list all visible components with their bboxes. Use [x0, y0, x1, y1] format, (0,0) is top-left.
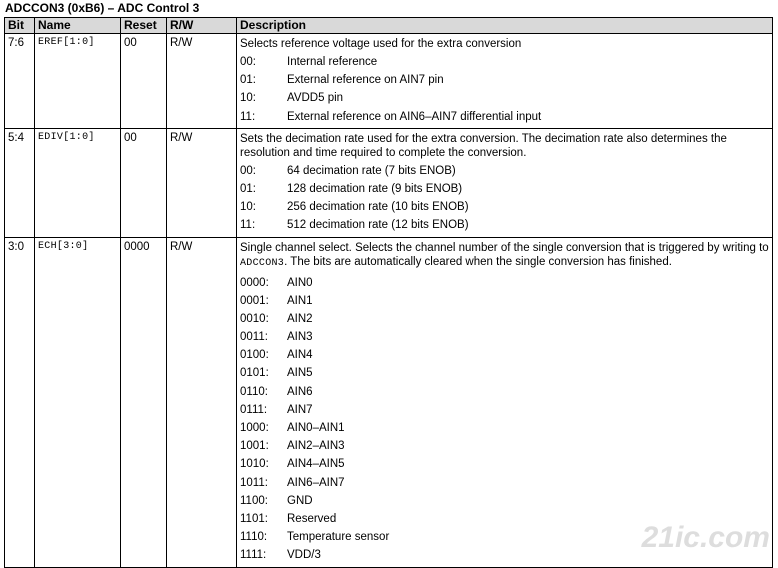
option-list	[240, 274, 769, 565]
option-code: 0100:	[240, 349, 269, 362]
option-text: AIN0	[287, 276, 313, 289]
list-item	[240, 274, 769, 292]
option-text: GND	[287, 494, 313, 507]
option-text: AIN6	[287, 385, 313, 398]
option-text: AIN7	[287, 403, 313, 416]
list-item	[240, 328, 769, 346]
option-text: AIN2–AIN3	[287, 440, 345, 453]
description-text: Selects reference voltage used for the extra conversion	[240, 38, 522, 50]
option-code: 11:	[240, 219, 256, 232]
option-text: AIN4–AIN5	[287, 458, 345, 471]
option-code: 1000:	[240, 422, 269, 434]
row-bits: 7:6	[5, 34, 35, 129]
option-code: 0010:	[240, 312, 269, 325]
option-text: 64 decimation rate (7 bits ENOB)	[287, 164, 456, 177]
list-item	[240, 474, 769, 492]
list-item	[240, 419, 769, 437]
register-table	[4, 17, 773, 568]
option-text: 256 decimation rate (10 bits ENOB)	[287, 201, 469, 214]
option-code: 01:	[240, 74, 256, 87]
list-item	[240, 108, 769, 126]
list-item	[240, 401, 769, 419]
row-rw: R/W	[167, 128, 237, 237]
option-code: 01:	[240, 182, 256, 195]
option-code: 10:	[240, 92, 256, 105]
option-text: External reference on AIN6–AIN7 differential input	[287, 110, 542, 123]
row-description	[237, 237, 773, 567]
option-text: AIN0–AIN1	[287, 422, 345, 434]
row-bits: 5:4	[5, 128, 35, 237]
description-text: Sets the decimation rate used for the extra conversion. The decimation rate also determines the resolution and time required to complete the conversion.	[240, 132, 727, 159]
option-code: 1011:	[240, 476, 268, 489]
option-text: AIN4	[287, 349, 313, 362]
list-item	[240, 455, 769, 473]
row-rw: R/W	[167, 237, 237, 567]
list-item	[240, 162, 769, 180]
option-code: 0011:	[240, 331, 268, 344]
table-row	[5, 34, 773, 129]
option-code: 1111:	[240, 549, 267, 562]
header-bit: Bit	[5, 18, 35, 34]
option-code: 0101:	[240, 367, 269, 380]
option-code: 0111:	[240, 403, 268, 416]
list-item	[240, 546, 769, 564]
header-reset: Reset	[121, 18, 167, 34]
option-code: 10:	[240, 201, 256, 214]
option-code: 1110:	[240, 531, 268, 544]
row-reset: 00	[121, 34, 167, 129]
option-text: AIN5	[287, 367, 313, 380]
option-text: VDD/3	[287, 549, 321, 562]
option-text: AIN2	[287, 312, 313, 325]
option-code: 1010:	[240, 458, 269, 471]
option-text: 128 decimation rate (9 bits ENOB)	[287, 182, 463, 195]
row-rw: R/W	[167, 34, 237, 129]
list-item	[240, 528, 769, 546]
option-text: External reference on AIN7 pin	[287, 74, 444, 87]
row-field-name: EDIV[1:0]	[35, 128, 121, 237]
list-item	[240, 198, 769, 216]
option-code: 1101:	[240, 512, 268, 525]
option-code: 0001:	[240, 294, 269, 307]
list-item	[240, 364, 769, 382]
list-item	[240, 53, 769, 71]
list-item	[240, 292, 769, 310]
list-item	[240, 346, 769, 364]
option-list	[240, 162, 769, 235]
row-description	[237, 128, 773, 237]
header-rw: R/W	[167, 18, 237, 34]
list-item	[240, 71, 769, 89]
option-text: Reserved	[287, 512, 337, 525]
list-item	[240, 216, 769, 234]
list-item	[240, 310, 769, 328]
list-item	[240, 383, 769, 401]
table-row	[5, 128, 773, 237]
option-text: AIN3	[287, 331, 313, 344]
row-description	[237, 34, 773, 129]
description-text	[240, 241, 769, 271]
row-reset: 0000	[121, 237, 167, 567]
description-prefix: Single channel select. Selects the channel number of the single conversion that is triggered by writing to	[240, 241, 769, 254]
register-reference: ADCCON3	[240, 257, 285, 269]
header-name: Name	[35, 18, 121, 34]
option-text: Temperature sensor	[287, 531, 390, 544]
option-list	[240, 53, 769, 126]
option-code: 11:	[240, 110, 256, 123]
description-suffix: . The bits are automatically cleared when the single conversion has finished.	[284, 255, 672, 268]
list-item	[240, 180, 769, 198]
row-bits: 3:0	[5, 237, 35, 567]
option-text: 512 decimation rate (12 bits ENOB)	[287, 219, 469, 232]
list-item	[240, 437, 769, 455]
table-row	[5, 237, 773, 567]
table-header-row	[5, 18, 773, 34]
option-code: 0110:	[240, 385, 268, 398]
row-field-name: ECH[3:0]	[35, 237, 121, 567]
option-text: AVDD5 pin	[287, 92, 344, 105]
site-watermark: 21ic.com	[641, 521, 770, 554]
register-title: ADCCON3 (0xB6) – ADC Control 3	[5, 1, 200, 15]
option-code: 0000:	[240, 276, 269, 289]
option-code: 00:	[240, 56, 256, 68]
option-text: Internal reference	[287, 56, 378, 68]
option-code: 1001:	[240, 440, 269, 453]
option-text: AIN6–AIN7	[287, 476, 345, 489]
list-item	[240, 492, 769, 510]
option-code: 00:	[240, 164, 256, 177]
list-item	[240, 89, 769, 107]
header-description: Description	[237, 18, 773, 34]
list-item	[240, 510, 769, 528]
row-reset: 00	[121, 128, 167, 237]
row-field-name: EREF[1:0]	[35, 34, 121, 129]
option-text: AIN1	[287, 294, 313, 307]
option-code: 1100:	[240, 494, 268, 507]
